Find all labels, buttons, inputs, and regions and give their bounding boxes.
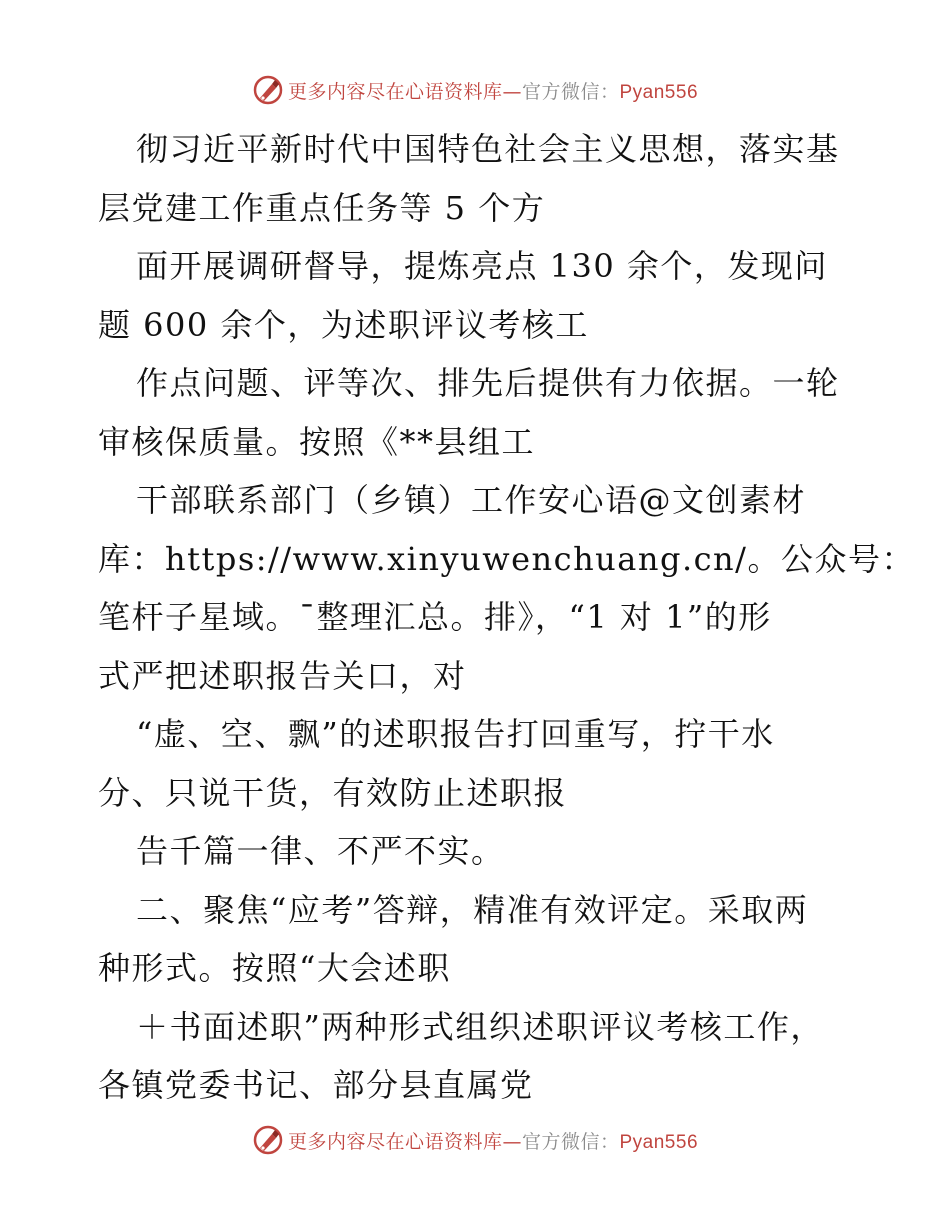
watermark-official: 官方微信： — [521, 80, 620, 103]
pen-logo-icon — [252, 74, 284, 106]
text-line: 彻习近平新时代中国特色社会主义思想，落实基 — [136, 130, 840, 168]
text-line: “虚、空、飘”的述职报告打回重写，拧干水 — [136, 715, 775, 753]
watermark-main: 更多内容尽在心语资料库 — [287, 80, 503, 103]
text-line: 笔杆子星域。¯整理汇总。排》，“1 对 1”的形 — [98, 598, 772, 636]
text-line: 库：https://www.xinyuwenchuang.cn/。公众号： — [98, 539, 915, 578]
text-line: 题 600 余个，为述职评议考核工 — [98, 305, 589, 344]
watermark-official: 官方微信： — [521, 1130, 620, 1153]
text-line: 二、聚焦“应考”答辩，精准有效评定。采取两 — [136, 890, 809, 929]
text-line: 审核保质量。按照《**县组工 — [98, 422, 536, 461]
header-watermark — [0, 72, 950, 108]
text-line: ＋书面述职”两种形式组织述职评议考核工作， — [136, 1007, 824, 1046]
text-line: 面开展调研督导，提炼亮点 130 余个，发现问 — [136, 247, 828, 285]
watermark-id: Pyan556 — [619, 81, 699, 103]
pen-logo-icon — [252, 1124, 284, 1156]
text-line: 分、只说干货，有效防止述职报 — [98, 773, 568, 812]
text-line: 告千篇一律、不严不实。 — [136, 832, 505, 870]
text-line: 种形式。按照“大会述职 — [98, 949, 451, 987]
text-line: 层党建工作重点任务等 5 个方 — [98, 188, 546, 227]
text-line: 干部联系部门（乡镇）工作安心语@文创素材 — [136, 481, 807, 519]
text-line: 作点问题、评等次、排先后提供有力依据。一轮 — [136, 364, 840, 402]
text-line: 各镇党委书记、部分县直属党 — [98, 1066, 534, 1104]
document-body — [98, 120, 915, 1115]
watermark-text — [288, 77, 698, 104]
watermark-text — [288, 1127, 698, 1154]
text-line: 式严把述职报告关口，对 — [98, 656, 467, 695]
footer-watermark — [0, 1122, 950, 1158]
watermark-dash: — — [502, 80, 522, 103]
watermark-main: 更多内容尽在心语资料库 — [287, 1130, 503, 1153]
watermark-id: Pyan556 — [619, 1131, 699, 1153]
watermark-dash: — — [502, 1130, 522, 1153]
